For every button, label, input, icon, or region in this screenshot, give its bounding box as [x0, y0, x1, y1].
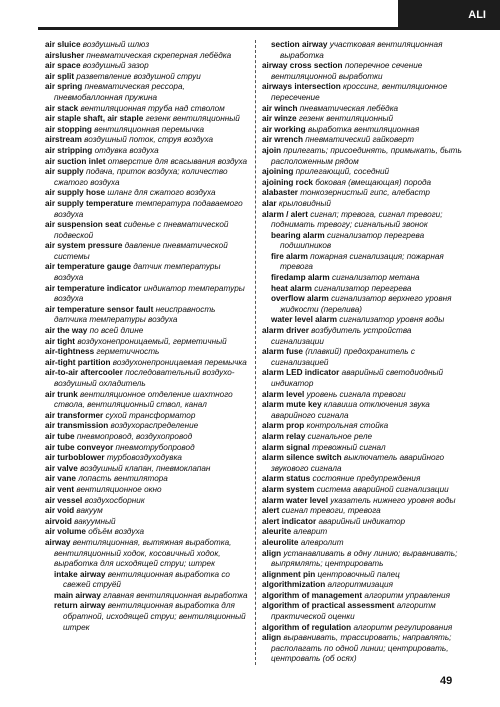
dictionary-entry: [45, 305, 250, 326]
entry-definition: пневмотрубопровод: [115, 442, 195, 452]
header-rule: [38, 27, 398, 30]
entry-term: intake airway: [54, 569, 106, 579]
dictionary-entry: [262, 570, 464, 581]
entry-definition: разветвление воздушной струи: [76, 71, 201, 81]
dictionary-entry: [45, 421, 250, 432]
entry-definition: вентиляционная выработка для обратной, исходящей струи; вентиляционный штрек: [63, 601, 246, 632]
entry-definition: вентиляционная труба над стволом: [80, 103, 225, 113]
dictionary-entry: [262, 315, 464, 326]
dictionary-entry: [45, 284, 250, 305]
entry-definition: алгоритмизация: [327, 580, 393, 590]
dictionary-entry: [45, 464, 250, 475]
dictionary-entry: [45, 390, 250, 411]
entry-definition: температура подаваемого воздуха: [54, 198, 243, 219]
dictionary-entry: [45, 474, 250, 485]
entry-term: heat alarm: [271, 283, 312, 293]
dictionary-entry: [262, 284, 464, 295]
entry-definition: сигнализатор перегрева подшипников: [280, 230, 425, 251]
entry-definition: указатель нижнего уровня воды: [330, 495, 456, 505]
dictionary-entry: [262, 496, 464, 507]
entry-term: air vessel: [45, 495, 83, 505]
entry-term: air vane: [45, 474, 76, 484]
entry-term: air turboblower: [45, 453, 105, 463]
entry-term: bearing alarm: [271, 230, 325, 240]
entry-definition: состояние предупреждения: [312, 474, 421, 484]
entry-definition: выработка вентиляционная: [307, 124, 420, 134]
entry-definition: алеврит: [293, 527, 328, 537]
dictionary-entry: [262, 273, 464, 284]
dictionary-entry: [262, 390, 464, 401]
entry-term: alignment pin: [262, 569, 316, 579]
dictionary-entry: [45, 262, 250, 283]
entry-definition: прилегающий, соседний: [295, 167, 390, 177]
dictionary-entry: [45, 72, 250, 83]
entry-term: air temperature indicator: [45, 283, 142, 293]
entry-definition: выключатель аварийного звукового сигнала: [271, 453, 445, 473]
entry-definition: сигнал тревоги, тревога: [281, 506, 381, 516]
entry-definition: уровень сигнала тревоги: [306, 389, 406, 399]
entry-term: air stopping: [45, 124, 92, 134]
entry-definition: вакуумный: [74, 516, 116, 526]
entry-definition: отверстие для всасывания воздуха: [107, 156, 248, 166]
entry-term: aleurolite: [262, 537, 299, 547]
dictionary-entry: [262, 633, 464, 665]
entry-term: alarm mute key: [262, 400, 322, 410]
dictionary-entry: [262, 199, 464, 210]
page-number: 49: [440, 675, 453, 687]
dictionary-entry: [45, 411, 250, 422]
entry-definition: последовательный воздухо-воздушный охладитель: [54, 368, 235, 388]
dictionary-entry: [45, 104, 250, 115]
entry-term: air trunk: [45, 389, 78, 399]
dictionary-entry: [45, 485, 250, 496]
entry-term: air supply temperature: [45, 198, 134, 208]
dictionary-entry: [262, 188, 464, 199]
entry-definition: давление пневматической системы: [54, 241, 228, 261]
dictionary-entry: [45, 347, 250, 358]
entry-term: alarm LED indicator: [262, 368, 340, 378]
dictionary-entry: [262, 125, 464, 136]
entry-term: air sluice: [45, 40, 81, 49]
entry-term: air spring: [45, 82, 83, 92]
entry-term: air stripping: [45, 145, 93, 155]
dictionary-entry: [262, 231, 464, 252]
entry-definition: аварийный светодиодный индикатор: [271, 368, 444, 388]
entry-term: airway: [45, 537, 71, 547]
entry-definition: воздушный зазор: [82, 61, 149, 71]
entry-definition: сигнализатор верхнего уровня жидкости (перелива): [280, 294, 452, 314]
dictionary-entry: [45, 125, 250, 136]
dictionary-entry: [45, 496, 250, 507]
entry-term: alarm / alert: [262, 209, 308, 219]
entry-term: air-tight partition: [45, 357, 111, 367]
entry-definition: сигнал; тревога, сигнал тревоги; поднимать тревогу; сигнальный звонок: [271, 209, 443, 230]
entry-definition: воздушный шлюз: [82, 40, 150, 49]
entry-term: algorithm of regulation: [262, 622, 352, 632]
dictionary-entry: [45, 199, 250, 220]
entry-term: firedamp alarm: [271, 273, 330, 283]
dictionary-entry: [262, 368, 464, 389]
entry-definition: крыловидный: [278, 198, 331, 208]
entry-term: airstream: [45, 135, 82, 145]
entry-definition: прилегать; присоединять, примыкать, быть расположенным рядом: [271, 145, 462, 166]
entry-definition: гезенк вентиляционный: [145, 114, 240, 124]
dictionary-entry: [262, 400, 464, 421]
dictionary-entry: [262, 453, 464, 474]
dictionary-entry: [262, 474, 464, 485]
entry-term: return airway: [54, 601, 106, 611]
entry-definition: вентиляционная выработка со свежей струёй: [63, 569, 230, 590]
entry-term: air staple shaft, air staple: [45, 114, 144, 124]
right-column: [262, 40, 464, 665]
entry-definition: устанавливать в одну линию; выравнивать; выпрямлять; центрировать: [271, 548, 458, 569]
dictionary-entry: [262, 104, 464, 115]
dictionary-entry: [45, 368, 250, 389]
dictionary-entry: [262, 294, 464, 315]
entry-definition: сигнальное реле: [307, 431, 372, 441]
entry-term: air suspension seat: [45, 220, 122, 230]
entry-term: alarm status: [262, 474, 311, 484]
entry-term: air-tightness: [45, 347, 95, 357]
entry-term: air space: [45, 61, 81, 71]
entry-definition: объём воздуха: [88, 527, 145, 537]
entry-term: alert indicator: [262, 516, 317, 526]
dictionary-entry: [262, 527, 464, 538]
entry-term: air tube conveyor: [45, 442, 114, 452]
dictionary-entry: [262, 178, 464, 189]
entry-term: air-to-air aftercooler: [45, 368, 123, 378]
dictionary-entry: [262, 506, 464, 517]
entry-definition: гезенк вентиляционный: [298, 114, 394, 124]
entry-term: air void: [45, 506, 75, 516]
dictionary-entry: [262, 549, 464, 570]
dictionary-entry: [262, 432, 464, 443]
dictionary-entry: [262, 61, 464, 82]
dictionary-entry: [45, 453, 250, 464]
entry-definition: возбудитель устройства сигнализации: [271, 326, 412, 346]
dictionary-entry: [45, 570, 250, 591]
dictionary-entry: [45, 337, 250, 348]
entry-term: water level alarm: [271, 315, 337, 325]
entry-definition: главная вентиляционная выработка: [103, 590, 248, 600]
dictionary-entry: [45, 538, 250, 570]
dictionary-entry: [45, 326, 250, 337]
entry-term: alabaster: [262, 188, 298, 198]
entry-definition: кроссинг, вентиляционное пересечение: [271, 82, 448, 102]
entry-definition: воздухораспределение: [110, 421, 199, 431]
dictionary-entry: [45, 188, 250, 199]
dictionary-entry: [45, 506, 250, 517]
entry-term: alarm prop: [262, 421, 305, 431]
entry-definition: алгоритм практической оценки: [271, 601, 436, 622]
entry-definition: тревожный сигнал: [312, 442, 386, 452]
entry-term: air supply: [45, 167, 84, 177]
entry-term: aleurite: [262, 527, 292, 537]
entry-term: alarm fuse: [262, 347, 303, 357]
entry-definition: аварийный индикатор: [318, 516, 406, 526]
entry-term: air split: [45, 71, 75, 81]
entry-definition: сухой трансформатор: [105, 410, 196, 420]
entry-definition: герметичность: [96, 347, 160, 357]
header-letter-tab: [398, 0, 500, 30]
entry-term: algorithm of practical assessment: [262, 601, 395, 611]
entry-definition: сигнализатор уровня воды: [339, 315, 445, 325]
entry-definition: пожарная сигнализация; пожарная тревога: [280, 251, 444, 272]
dictionary-entry: [262, 135, 464, 146]
dictionary-entry: [45, 517, 250, 528]
entry-term: algorithm of management: [262, 590, 363, 600]
entry-definition: по всей длине: [89, 326, 144, 336]
dictionary-entry: [262, 40, 464, 61]
entry-term: algorithmization: [262, 580, 326, 590]
entry-definition: система аварийной сигнализации: [316, 484, 449, 494]
dictionary-entry: [45, 220, 250, 241]
dictionary-entry: [45, 114, 250, 125]
dictionary-entry: [45, 146, 250, 157]
entry-term: air working: [262, 124, 306, 134]
entry-definition: пневматическая лебёдка: [299, 103, 399, 113]
entry-term: alar: [262, 198, 277, 208]
entry-definition: сигнализатор метана: [331, 273, 420, 283]
entry-term: air vent: [45, 484, 75, 494]
entry-term: air temperature sensor fault: [45, 304, 154, 314]
header-letters: ALI: [468, 9, 486, 21]
dictionary-entry: [262, 114, 464, 125]
entry-definition: подача, приток воздуха; количество сжатого воздуха: [54, 167, 228, 187]
dictionary-entry: [262, 167, 464, 178]
dictionary-entry: [45, 601, 250, 633]
entry-term: air winch: [262, 103, 298, 113]
entry-term: fire alarm: [271, 251, 308, 261]
entry-definition: пневматическая рессора, пневмобаллонная пружина: [54, 82, 185, 102]
entry-term: ajoining rock: [262, 177, 313, 187]
entry-term: air volume: [45, 527, 86, 537]
entry-definition: тонкозернистый гипс, алебастр: [300, 188, 430, 198]
entry-term: air wrench: [262, 135, 303, 145]
entry-term: main airway: [54, 590, 101, 600]
entry-term: airvoid: [45, 516, 72, 526]
entry-term: alarm water level: [262, 495, 328, 505]
entry-term: air temperature gauge: [45, 262, 131, 272]
entry-term: alarm driver: [262, 326, 309, 336]
entry-definition: отдувка воздуха: [94, 145, 159, 155]
entry-definition: датчик температуры воздуха: [54, 262, 221, 283]
dictionary-entry: [262, 580, 464, 591]
entry-term: overflow alarm: [271, 294, 329, 304]
dictionary-entry: [45, 61, 250, 72]
dictionary-entry: [262, 82, 464, 103]
entry-definition: клавиша отключения звука аварийного сигнала: [271, 400, 430, 420]
dictionary-entry: [262, 591, 464, 602]
entry-definition: вентиляционное отделение шахтного ствола, вентиляционный ствол, канал: [54, 389, 233, 410]
entry-definition: центровочный палец: [317, 569, 400, 579]
dictionary-entry: [262, 443, 464, 454]
dictionary-entry: [45, 527, 250, 538]
dictionary-entry: [262, 538, 464, 549]
entry-term: alert: [262, 506, 280, 516]
entry-term: ajoin: [262, 145, 282, 155]
dictionary-entry: [45, 51, 250, 62]
entry-term: air transmission: [45, 421, 109, 431]
entry-term: align: [262, 633, 282, 643]
entry-definition: индикатор температуры воздуха: [54, 283, 245, 304]
entry-definition: вентиляционное окно: [76, 484, 162, 494]
dictionary-entry: [45, 241, 250, 262]
entry-term: air winze: [262, 114, 297, 124]
entry-term: airways intersection: [262, 82, 341, 92]
dictionary-entry: [262, 146, 464, 167]
entry-term: air transformer: [45, 410, 104, 420]
entry-term: air system pressure: [45, 241, 123, 251]
entry-definition: сиденье с пневматической подвеской: [54, 220, 229, 240]
entry-term: air stack: [45, 103, 79, 113]
entry-term: air the way: [45, 326, 88, 336]
dictionary-entry: [262, 347, 464, 368]
entry-term: airslusher: [45, 50, 85, 60]
dictionary-entry: [45, 135, 250, 146]
entry-term: section airway: [271, 40, 328, 49]
dictionary-entry: [45, 432, 250, 443]
entry-definition: сигнализатор перегрева: [314, 283, 412, 293]
dictionary-entry: [45, 157, 250, 168]
entry-term: alarm silence switch: [262, 453, 342, 463]
entry-definition: лопасть вентилятора: [78, 474, 168, 484]
entry-definition: шланг для сжатого воздуха: [107, 188, 216, 198]
dictionary-entry: [262, 623, 464, 634]
entry-definition: вакуум: [76, 506, 103, 516]
dictionary-entry: [45, 443, 250, 454]
entry-definition: контрольная стойка: [306, 421, 389, 431]
left-column: [45, 40, 250, 633]
entry-term: alarm system: [262, 484, 315, 494]
entry-definition: воздухонепроницаемая перемычка: [112, 357, 247, 367]
dictionary-entry: [45, 40, 250, 51]
entry-definition: пневмопровод, воздухопровод: [76, 431, 193, 441]
entry-definition: вентиляционная, вытяжная выработка, вентиляционный ходок, косовичный ходок, выработка для исходящей струи; штрек: [54, 537, 232, 569]
dictionary-entry: [262, 326, 464, 347]
entry-term: alarm relay: [262, 431, 306, 441]
entry-definition: пневматическая скреперная лебёдка: [86, 50, 232, 60]
entry-term: air tube: [45, 431, 75, 441]
dictionary-entry: [262, 601, 464, 622]
dictionary-entry: [45, 591, 250, 602]
entry-definition: выравнивать, трассировать; направлять; располагать по одной линии; центрировать, центровать (об осях): [271, 633, 452, 664]
entry-definition: поперечное сечение вентиляционной выработки: [271, 61, 423, 81]
entry-definition: воздушный поток, струя воздуха: [84, 135, 214, 145]
entry-term: air valve: [45, 463, 78, 473]
entry-term: alarm signal: [262, 442, 310, 452]
entry-definition: участковая вентиляционная выработка: [280, 40, 443, 60]
entry-term: align: [262, 548, 282, 558]
column-divider: [255, 40, 256, 665]
entry-definition: воздухосборник: [84, 495, 145, 505]
entry-definition: алгоритм управления: [364, 590, 450, 600]
entry-definition: боковая (вмещающая) порода: [315, 177, 432, 187]
entry-term: air supply hose: [45, 188, 106, 198]
dictionary-entry: [45, 82, 250, 103]
entry-definition: алевролит: [300, 537, 344, 547]
dictionary-entry: [262, 421, 464, 432]
dictionary-entry: [45, 167, 250, 188]
entry-definition: турбовоздуходувка: [106, 453, 182, 463]
entry-definition: пневматический гайковерт: [305, 135, 414, 145]
entry-term: alarm level: [262, 389, 305, 399]
dictionary-entry: [262, 517, 464, 528]
entry-definition: (плавкий) предохранитель с сигнализацией: [271, 347, 415, 367]
entry-term: air tight: [45, 336, 76, 346]
dictionary-entry: [262, 252, 464, 273]
entry-definition: вентиляционная перемычка: [94, 124, 205, 134]
dictionary-entry: [45, 358, 250, 369]
entry-definition: воздухонепроницаемый, герметичный: [77, 336, 227, 346]
entry-term: ajoining: [262, 167, 294, 177]
entry-term: airway cross section: [262, 61, 343, 71]
entry-definition: алгоритм регулирования: [353, 622, 453, 632]
entry-definition: воздушный клапан, пневмоклапан: [80, 463, 211, 473]
entry-definition: неисправность датчика температуры воздуха: [54, 304, 216, 325]
dictionary-entry: [262, 210, 464, 231]
dictionary-entry: [262, 485, 464, 496]
entry-term: air suction inlet: [45, 156, 106, 166]
